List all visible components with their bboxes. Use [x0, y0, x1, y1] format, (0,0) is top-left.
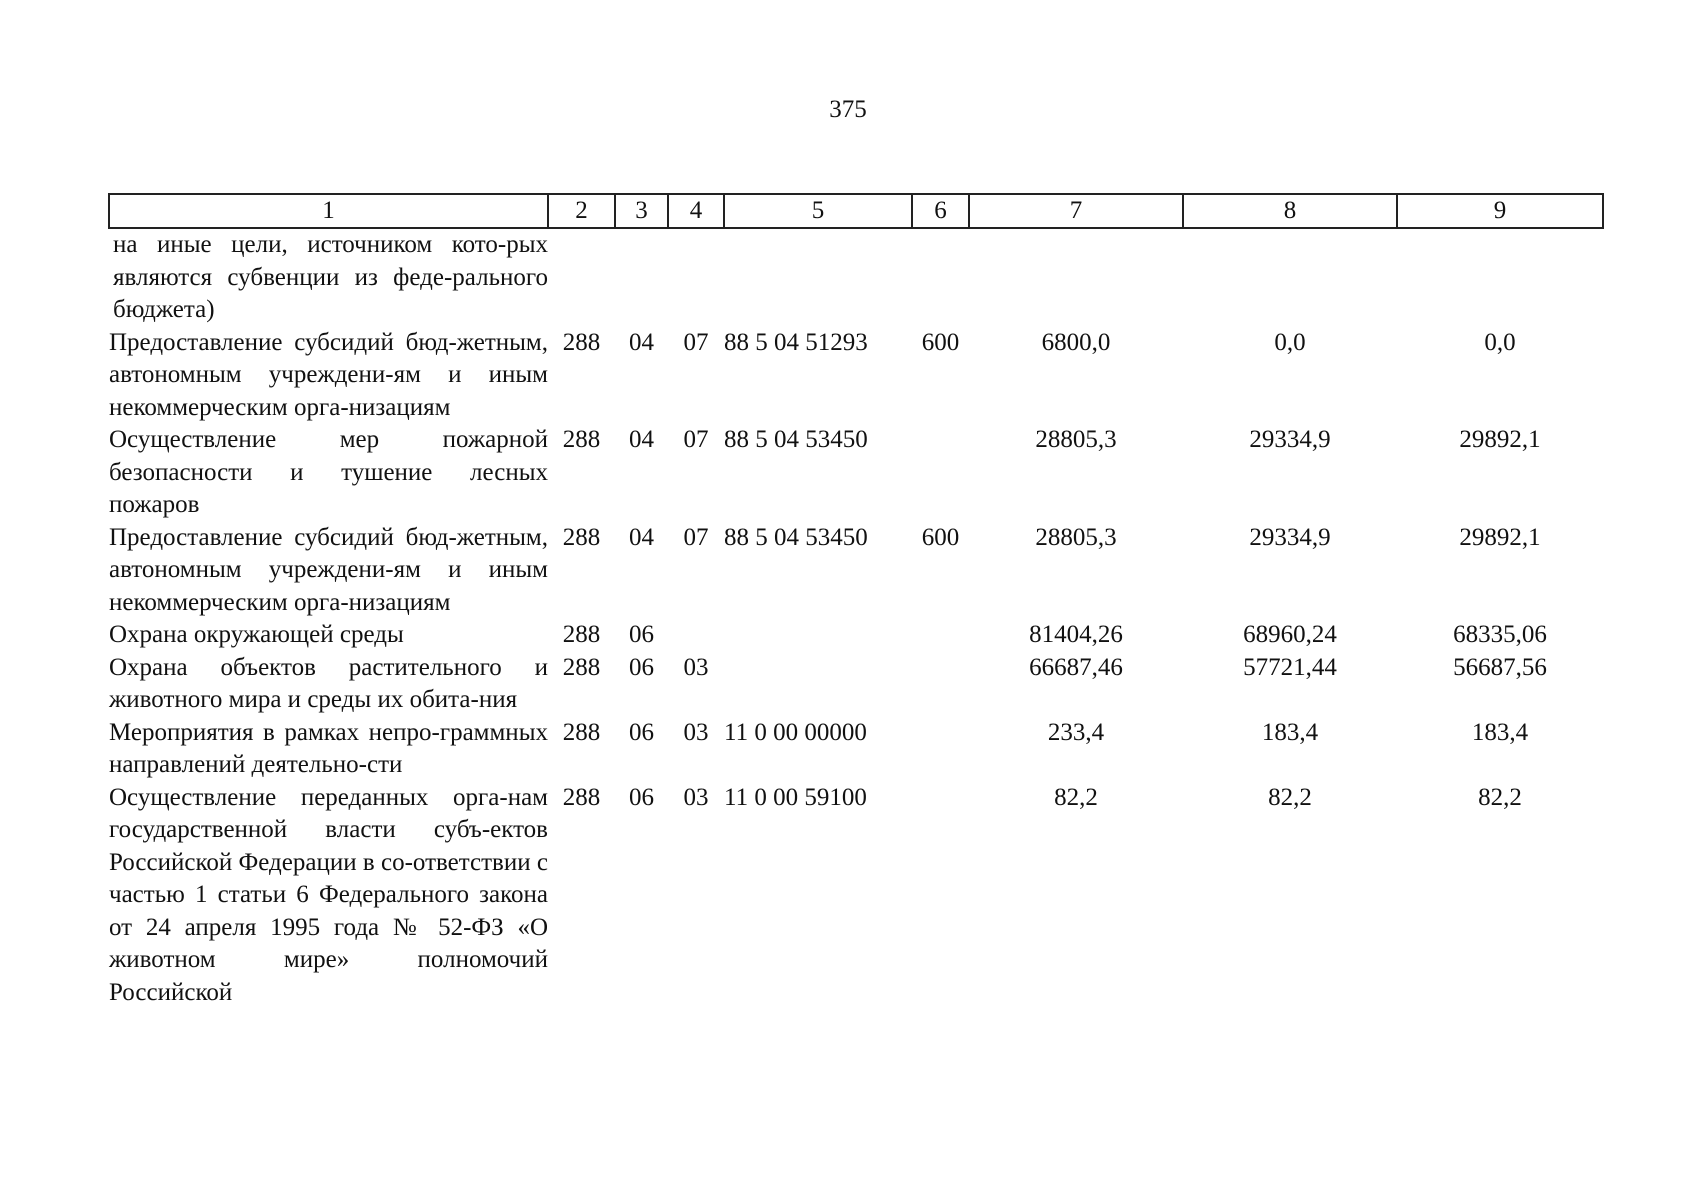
expense-type-cell: [912, 619, 969, 652]
expense-type-cell: 600: [921, 523, 960, 551]
section-cell: 04: [629, 523, 654, 551]
amount-col9-cell: 183,4: [1471, 718, 1529, 746]
table-row: [109, 228, 1603, 327]
ved-code-cell: 288: [562, 328, 601, 356]
subsection-cell: 03: [683, 653, 709, 681]
amount-col7-cell: 81404,26: [1029, 621, 1123, 648]
column-header-4: 4: [668, 194, 724, 228]
amount-col9-cell: [1397, 228, 1603, 327]
ved-code-cell: 288: [562, 621, 601, 648]
row-name-cell: Осуществление переданных орга-нам государственной власти субъ-ектов Российской Федерации в со-ответствии с частью 1 статьи 6 Федерального закона от 24 апреля 1995 года № 52-ФЗ «О животном мире» полномочий Российской: [109, 783, 548, 1006]
row-name-cell: Предоставление субсидий бюд-жетным, автономным учреждени-ям и иным некоммерческим орга-низациям: [109, 328, 548, 421]
amount-col7-cell: 66687,46: [1029, 653, 1123, 681]
section-cell: 06: [629, 783, 654, 811]
amount-col7-cell: 82,2: [1054, 783, 1098, 811]
header-row: [109, 194, 1603, 228]
expense-type-cell: [912, 782, 969, 1010]
table-row: [109, 782, 1603, 1010]
expense-type-cell: [912, 717, 969, 782]
table-row: [109, 717, 1603, 782]
row-name-cell: Охрана окружающей среды: [109, 621, 404, 648]
section-cell: [615, 228, 668, 327]
target-article-cell: [724, 228, 912, 327]
row-name-cell: Осуществление мер пожарной безопасности и тушение лесных пожаров: [109, 426, 548, 518]
target-article-cell: [724, 619, 912, 652]
row-name-cell: на иные цели, источником кото-рых являются субвенции из феде-рального бюджета): [113, 231, 548, 323]
subsection-cell: 07: [683, 523, 709, 551]
expense-type-cell: [912, 424, 969, 522]
section-cell: 06: [629, 621, 654, 648]
table-row: [109, 424, 1603, 522]
target-article-cell: 88 5 04 53450: [724, 426, 868, 453]
column-header-5: 5: [724, 194, 912, 228]
column-header-9: 9: [1397, 194, 1603, 228]
amount-col9-cell: 29892,1: [1459, 523, 1541, 551]
table-row: [109, 522, 1603, 620]
subsection-cell: 03: [683, 783, 709, 811]
row-name-cell: Предоставление субсидий бюд-жетным, автономным учреждени-ям и иным некоммерческим орга-низациям: [109, 523, 548, 616]
amount-col8-cell: 183,4: [1261, 718, 1319, 746]
table-body: [109, 228, 1603, 1009]
amount-col7-cell: 6800,0: [1041, 328, 1111, 356]
subsection-cell: [668, 228, 724, 327]
section-cell: 06: [629, 718, 654, 746]
target-article-cell: 11 0 00 00000: [724, 718, 867, 746]
amount-col7-cell: [969, 228, 1183, 327]
subsection-cell: 07: [683, 426, 709, 453]
column-header-1: 1: [109, 194, 548, 228]
ved-code-cell: 288: [562, 718, 601, 746]
expense-type-cell: 600: [921, 328, 960, 356]
column-header-6: 6: [912, 194, 969, 228]
ved-code-cell: [548, 228, 615, 327]
target-article-cell: [724, 652, 912, 717]
amount-col9-cell: 82,2: [1478, 783, 1522, 811]
amount-col9-cell: 68335,06: [1453, 621, 1547, 648]
column-header-8: 8: [1183, 194, 1397, 228]
column-header-3: 3: [615, 194, 668, 228]
amount-col9-cell: 29892,1: [1459, 426, 1541, 453]
budget-table: [108, 193, 1604, 1009]
row-name-cell: Мероприятия в рамках непро-граммных направлений деятельно-сти: [109, 718, 548, 778]
expense-type-cell: [912, 228, 969, 327]
row-name-cell: Охрана объектов растительного и животного мира и среды их обита-ния: [109, 653, 548, 713]
target-article-cell: 88 5 04 51293: [724, 328, 868, 356]
amount-col8-cell: 57721,44: [1243, 653, 1337, 681]
ved-code-cell: 288: [562, 426, 601, 453]
amount-col7-cell: 233,4: [1047, 718, 1105, 746]
table-row: [109, 652, 1603, 717]
table-row: [109, 327, 1603, 425]
section-cell: 04: [629, 426, 654, 453]
table-row: [109, 619, 1603, 652]
subsection-cell: [668, 619, 724, 652]
amount-col8-cell: 29334,9: [1249, 523, 1331, 551]
amount-col8-cell: 0,0: [1274, 328, 1306, 356]
subsection-cell: 03: [683, 718, 709, 746]
section-cell: 06: [629, 653, 654, 681]
amount-col8-cell: 68960,24: [1243, 621, 1337, 648]
ved-code-cell: 288: [562, 783, 601, 811]
amount-col7-cell: 28805,3: [1035, 523, 1117, 551]
amount-col9-cell: 0,0: [1484, 328, 1516, 356]
section-cell: 04: [629, 328, 654, 356]
amount-col7-cell: 28805,3: [1035, 426, 1117, 453]
page-number: 375: [829, 96, 867, 123]
expense-type-cell: [912, 652, 969, 717]
amount-col9-cell: 56687,56: [1453, 653, 1547, 681]
subsection-cell: 07: [683, 328, 709, 356]
target-article-cell: 11 0 00 59100: [724, 783, 867, 811]
column-header-7: 7: [969, 194, 1183, 228]
amount-col8-cell: [1183, 228, 1397, 327]
ved-code-cell: 288: [562, 653, 601, 681]
ved-code-cell: 288: [562, 523, 601, 551]
column-header-2: 2: [548, 194, 615, 228]
amount-col8-cell: 29334,9: [1249, 426, 1331, 453]
target-article-cell: 88 5 04 53450: [724, 523, 868, 551]
amount-col8-cell: 82,2: [1268, 783, 1312, 811]
